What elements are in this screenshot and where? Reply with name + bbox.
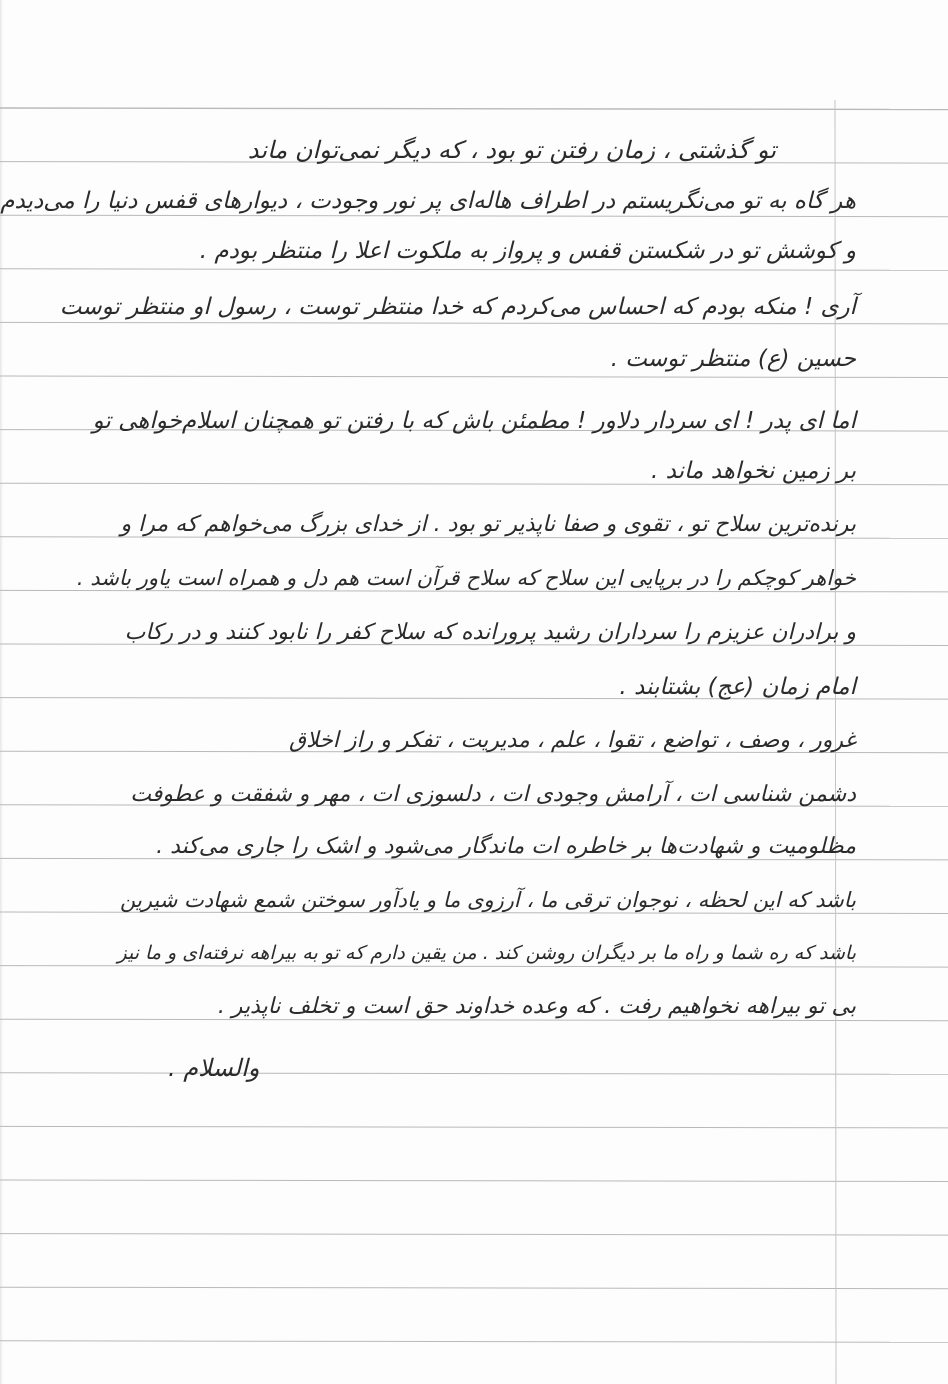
letter-line: اما ای پدر ! ای سردار دلاور ! مطمئن باش که با رفتن تو همچنان اسلام‌خواهی تو [92, 408, 856, 434]
letter-line: و برادران عزیزم را سرداران رشید پرورانده که سلاح کفر را نابود کنند و در رکاب [124, 620, 856, 645]
letter-line: باشد که این لحظه ، نوجوان ترقی ما ، آرزوی ما و یادآور سوختن شمع شهادت شیرین [120, 888, 856, 912]
letter-line: حسین (ع) منتظر توست . [610, 346, 856, 372]
letter-line: هر گاه به تو می‌نگریستم در اطراف هاله‌ای پر نور وجودت ، دیوارهای قفس دنیا را می‌دیدم [0, 188, 856, 214]
letter-line: خواهر کوچکم را در برپایی این سلاح که سلاح قرآن است هم دل و همراه است یاور باشد . [76, 566, 856, 590]
letter-line: برنده‌ترین سلاح تو ، تقوی و صفا ناپذیر تو بود . از خدای بزرگ می‌خواهم که مرا و [120, 512, 856, 537]
letter-line: مظلومیت و شهادت‌ها بر خاطره ات ماندگار می‌شود و اشک را جاری می‌کند . [156, 834, 856, 859]
letter-line: تو گذشتی ، زمان رفتن تو بود ، که دیگر نمی‌توان ماند [247, 136, 776, 164]
letter-line: بر زمین نخواهد ماند . [650, 458, 856, 484]
letter-line: بی تو بیراهه نخواهیم رفت . که وعده خداوند حق است و تخلف ناپذیر . [217, 994, 856, 1019]
letter-line: آری ! منکه بودم که احساس می‌کردم که خدا منتظر توست ، رسول او منتظر توست [59, 294, 856, 320]
letter-line: باشد که ره شما و راه ما بر دیگران روشن کند . من یقین دارم که تو به بیراهه نرفته‌ای و ما نیز [117, 942, 856, 964]
letter-line: غرور ، وصف ، تواضع ، تقوا ، علم ، مدیریت ، تفکر و راز اخلاق [289, 728, 856, 753]
letter-line: دشمن شناسی ات ، آرامش وجودی ات ، دلسوزی ات ، مهر و شفقت و عطوفت [130, 782, 856, 807]
letter-line: و کوشش تو در شکستن قفس و پرواز به ملکوت اعلا را منتظر بودم . [199, 238, 856, 264]
letter-closing: والسلام . [168, 1054, 260, 1082]
letter-line: امام زمان (عج) بشتابند . [619, 674, 856, 700]
